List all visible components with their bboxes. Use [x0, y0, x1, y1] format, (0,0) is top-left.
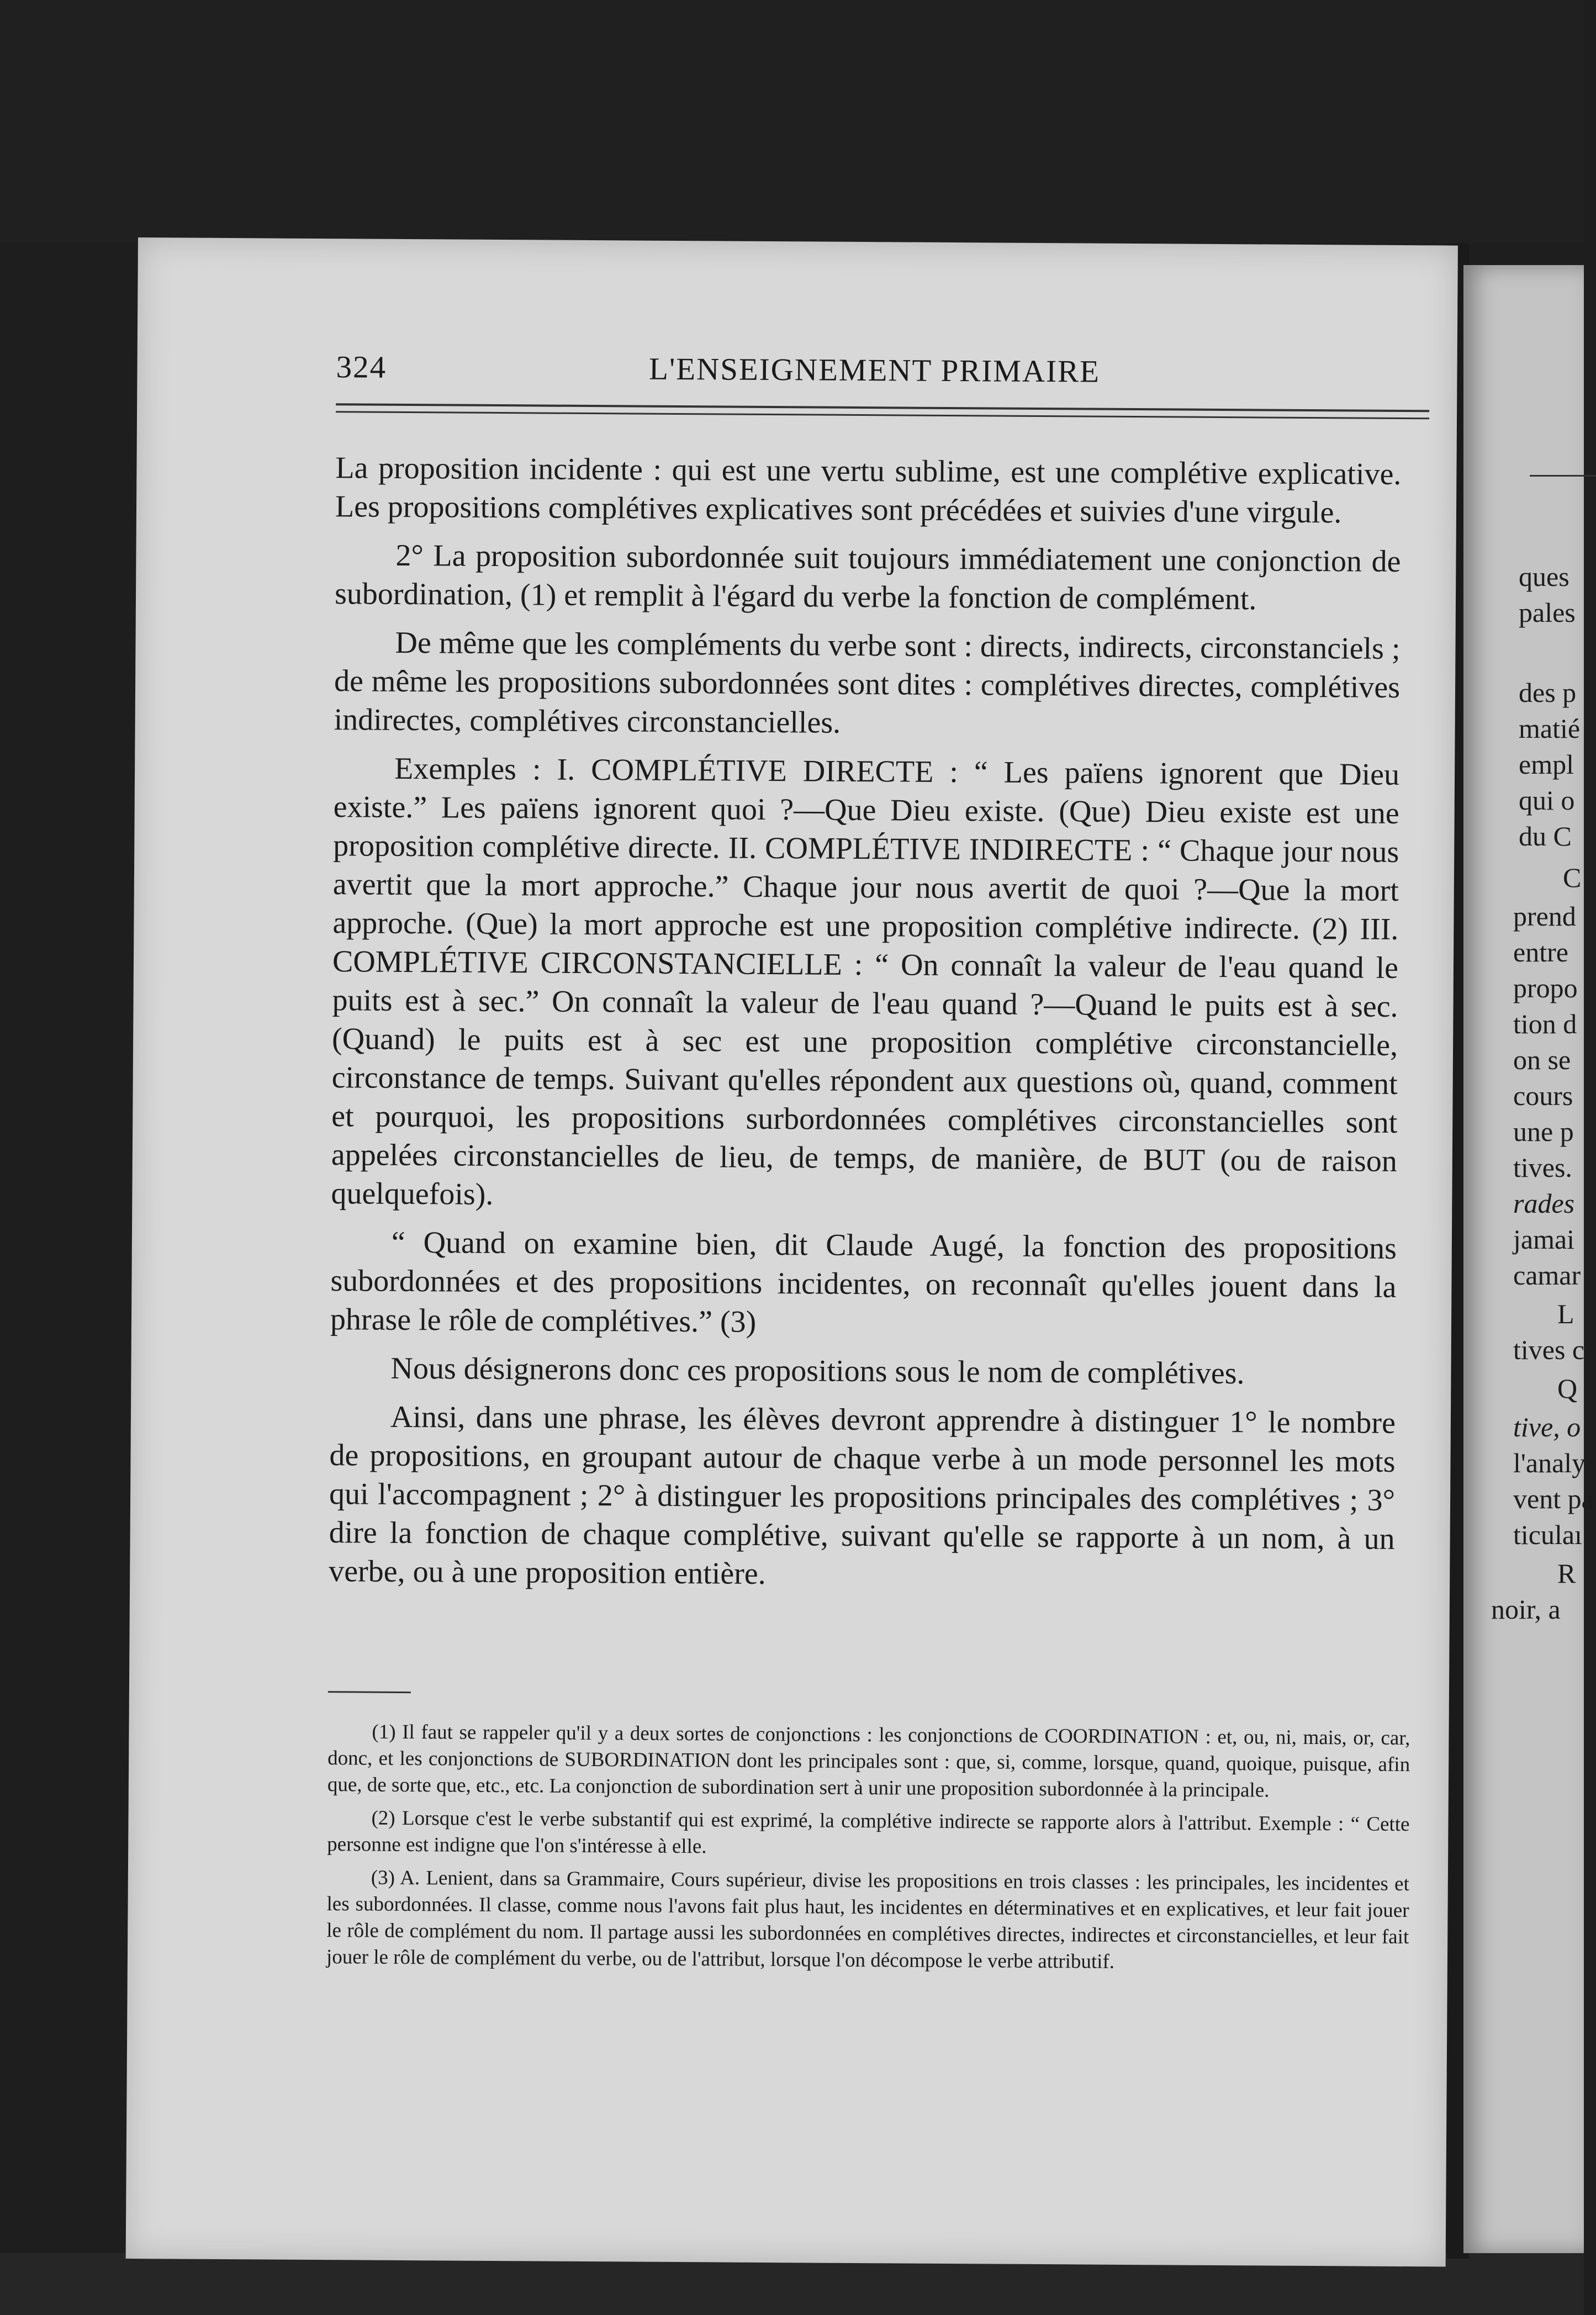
right-page-rule: [1530, 475, 1596, 477]
right-fragment: l'analy: [1513, 1447, 1586, 1478]
right-fragment: une p: [1513, 1116, 1574, 1147]
right-fragment: du C: [1519, 821, 1572, 852]
footnote: (1) Il faut se rappeler qu'il y a deux sortes de conjonctions : les conjonctions de COORDINATION : et, ou, ni, mais, or, car, donc, et les conjonctions de SUBORDINATION dont les principales sont : que, si, comme, lorsque, quand, quoique, puisque, afin que, de sorte que, etc., etc. La conjonction de subordination sert à unir une proposition subordonnée à la principale.: [327, 1720, 1410, 1802]
right-fragment: rades: [1513, 1188, 1575, 1219]
right-fragment: prend: [1513, 901, 1576, 932]
footnote-separator: [328, 1691, 411, 1693]
right-fragment: matié: [1519, 713, 1581, 744]
right-fragment: jamai: [1513, 1224, 1575, 1255]
right-fragment: entre: [1513, 937, 1568, 968]
header-rule: [336, 411, 1429, 419]
right-fragment: ticulaı: [1513, 1519, 1582, 1550]
right-fragment: tives.: [1513, 1152, 1572, 1183]
body-text: [329, 448, 1402, 1607]
right-fragment: vent pa: [1513, 1483, 1594, 1514]
right-fragment: pales: [1519, 597, 1576, 628]
paragraph: La proposition incidente : qui est une vertu sublime, est une complétive explicative. Les propositions complétives explicatives sont précédées et suivies d'une virgule.: [335, 451, 1402, 530]
right-fragment: C: [1563, 862, 1582, 893]
scan-background-top: [0, 0, 1584, 243]
book-page: [126, 237, 1458, 2267]
footnotes: [326, 1719, 1410, 1984]
running-title: L'ENSEIGNEMENT PRIMAIRE: [648, 351, 1101, 389]
right-fragment: propo: [1513, 972, 1578, 1003]
right-fragment: L: [1557, 1298, 1574, 1329]
right-fragment: noir, a: [1491, 1594, 1561, 1625]
right-fragment: des p: [1519, 677, 1577, 708]
page-number: 324: [336, 350, 387, 385]
paragraph: “ Quand on examine bien, dit Claude Augé, la fonction des propositions subordonnées et des propositions incidentes, on reconnaît qu'elles jouent dans la phrase le rôle de complétives.” (3): [330, 1225, 1397, 1339]
paragraph: Nous désignerons donc ces propositions sous le nom de complétives.: [390, 1351, 1245, 1391]
footnote: (3) A. Lenient, dans sa Grammaire, Cours supérieur, divise les propositions en trois classes : les principales, les incidentes et les subordonnées. Il classe, comme nous l'avons fait plus haut, les incidentes en déterminatives et en explicatives, et leur fait jouer le rôle de complément du nom. Il partage aussi les subordonnées en complétives directes, indirectes et circonstancielles, et leur fait jouer le rôle de complément du verbe, ou de l'attribut, lorsque l'on décompose le verbe attributif.: [326, 1866, 1409, 1973]
right-fragment: ques: [1519, 561, 1569, 592]
paragraph: De même que les compléments du verbe sont : directs, indirects, circonstanciels ; de même les propositions subordonnées sont dites : complétives directes, complétives indirectes, complétives circonstancielles.: [334, 625, 1401, 740]
paragraph: 2° La proposition subordonnée suit toujours immédiatement une conjonction de subordination, (1) et remplit à l'égard du verbe la fonction de complément.: [334, 538, 1401, 617]
right-page-edge: [1463, 265, 1594, 2253]
running-header: [336, 349, 1413, 405]
right-fragment: camar: [1513, 1260, 1581, 1291]
right-fragment: tives c: [1513, 1334, 1585, 1365]
right-fragment: qui o: [1519, 785, 1575, 816]
right-fragment: tive, o: [1513, 1412, 1581, 1442]
right-fragment: Q: [1557, 1373, 1578, 1404]
right-fragment: tion d: [1513, 1008, 1577, 1039]
right-fragment: cours: [1513, 1080, 1573, 1111]
header-rule: [336, 403, 1429, 412]
footnote: (2) Lorsque c'est le verbe substantif qui est exprimé, la complétive indirecte se rapporte alors à l'attribut. Exemple : “ Cette personne est indigne que l'on s'intéresse à elle.: [327, 1806, 1410, 1858]
paragraph: Exemples : I. COMPLÉTIVE DIRECTE : “ Les païens ignorent que Dieu existe.” Les païens ignorent quoi ?—Que Dieu existe. (Que) Dieu existe est une proposition complétive directe. II. COMPLÉTIVE INDIRECTE : “ Chaque jour nous avertit que la mort approche.” Chaque jour nous avertit de quoi ?—Que la mort approche. (Que) la mort approche est une proposition complétive indirecte. (2) III. COMPLÉTIVE CIRCONSTANCIELLE : “ On connaît la valeur de l'eau quand le puits est à sec.” On connaît la valeur de l'eau quand ?—Quand le puits est à sec. (Quand) le puits est à sec est une proposition complétive circonstancielle, circonstance de temps. Suivant qu'elles répondent aux questions où, quand, comment et pourquoi, les propositions surbordonnées complétives circonstancielles sont appelées circonstancielles de lieu, de temps, de manière, de BUT (ou de raison quelquefois).: [331, 751, 1400, 1212]
paragraph: Ainsi, dans une phrase, les élèves devront apprendre à distinguer 1° le nombre de propositions, en groupant autour de chaque verbe à un mode personnel les mots qui l'accompagnent ; 2° à distinguer les propositions principales des complétives ; 3° dire la fonction de chaque complétive, suivant qu'elle se rapporte à un nom, à un verbe, ou à une proposition entière.: [329, 1399, 1396, 1591]
right-fragment: R: [1557, 1558, 1576, 1589]
right-fragment: empl: [1519, 749, 1574, 780]
right-fragment: on se: [1513, 1044, 1571, 1075]
